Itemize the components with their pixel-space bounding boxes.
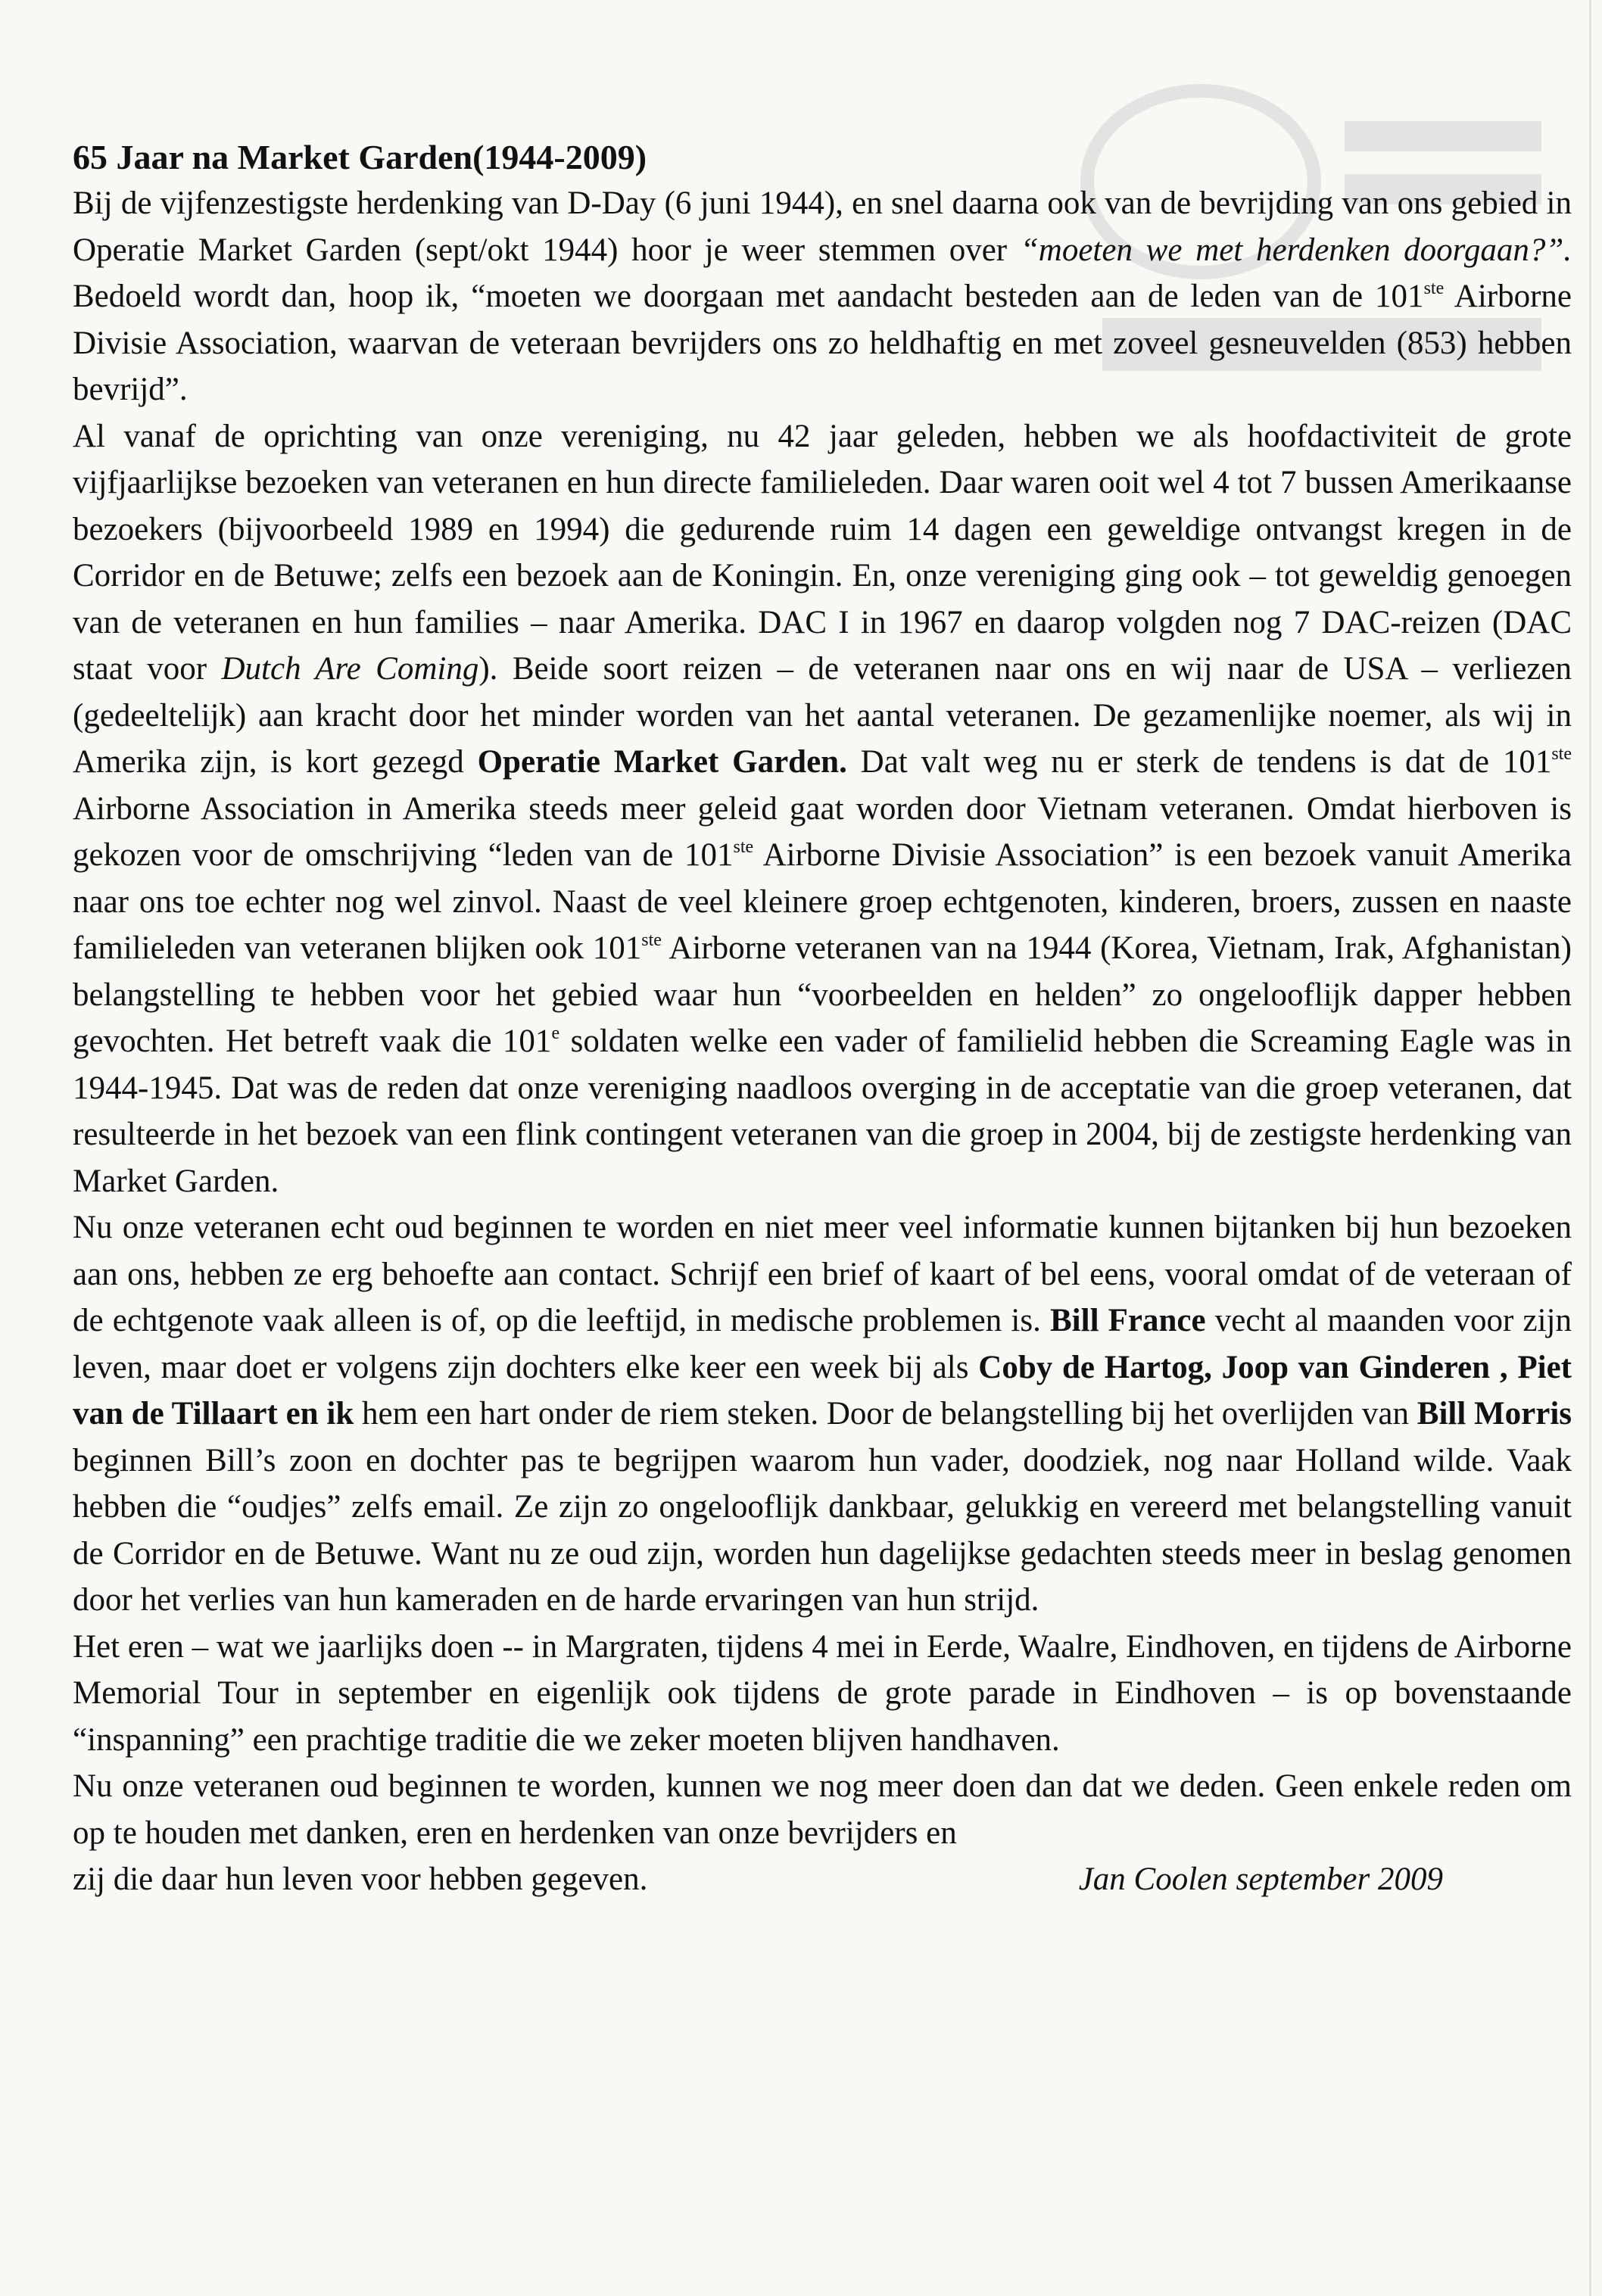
p3-text-d: beginnen Bill’s zoon en dochter pas te begrijpen waarom hun vader, doodziek, nog naar Holland wilde. Vaak hebben die “oudjes” zelfs email. Ze zijn zo ongelooflijk dankbaar, gelukkig en vereerd met belangstelling vanuit de Corridor en de Betuwe. Want nu ze oud zijn, worden hun dagelijkse gedachten steeds meer in beslag genomen door het verlies van hun kameraden en de harde ervaringen van hun strijd.	[73, 1442, 1572, 1618]
p2-sup-2: ste	[733, 836, 754, 857]
p1-text-a: Bij de vijfenzestigste herdenking van D-Day (6 juni 1944), en snel daarna ook van de bevrijding van ons gebied in Operatie Market Garden (sept/okt 1944) hoor je weer stemmen over	[73, 185, 1572, 268]
article-title: 65 Jaar na Market Garden(1944-2009)	[73, 138, 647, 176]
article	[73, 135, 1572, 1903]
p2-text-c: Dat valt weg nu er sterk de tendens is dat de 101	[846, 744, 1552, 780]
closing-line	[73, 1856, 1572, 1903]
paragraph-4: Het eren – wat we jaarlijks doen -- in Margraten, tijdens 4 mei in Eerde, Waalre, Eindhoven, en tijdens de Airborne Memorial Tour in september en eigenlijk ook tijdens de grote parade in Eindhoven – is op bovenstaande “inspanning” een prachtige traditie die we zeker moeten blijven handhaven.	[73, 1628, 1572, 1758]
p3-bold-bill-morris: Bill Morris	[1417, 1396, 1572, 1431]
paragraph-3	[73, 1204, 1572, 1624]
p1-text-c: Airborne Divisie Association, waarvan de veteraan bevrijders ons zo heldhaftig en met zoveel gesneuvelden (853) hebben bevrijd”.	[73, 279, 1572, 407]
p2-text-e: Airborne Divisie Association” is een bezoek vanuit Amerika naar ons toe echter nog wel zinvol. Naast de veel kleinere groep echtgenoten, kinderen, broers, zussen en naaste familieleden van veteranen blijken ook 101	[73, 837, 1572, 966]
p2-text-d: Airborne Association in Amerika steeds meer geleid gaat worden door Vietnam veteranen. Omdat hierboven is gekozen voor de omschrijving “leden van de 101	[73, 790, 1572, 873]
p3-text-b: vecht al maanden voor zijn leven, maar doet er volgens zijn dochters elke keer een week bij als	[73, 1303, 1572, 1385]
scan-edge	[1589, 0, 1591, 2296]
p3-bold-names: Coby de Hartog, Joop van Ginderen , Piet van de Tillaart en ik	[73, 1349, 1572, 1431]
p2-text-f: Airborne veteranen van na 1944 (Korea, Vietnam, Irak, Afghanistan) belangstelling te hebben voor het gebied waar hun “voorbeelden en helden” zo ongelooflijk dapper hebben gevochten. Het betreft vaak die 101	[73, 930, 1572, 1059]
p3-text-a: Nu onze veteranen echt oud beginnen te worden en niet meer veel informatie kunnen bijtanken bij hun bezoeken aan ons, hebben ze erg behoefte aan contact. Schrijf een brief of kaart of bel eens, vooral omdat of de veteraan of de echtgenote vaak alleen is of, op die leeftijd, in medische problemen is.	[73, 1210, 1572, 1338]
p2-text-g: soldaten welke een vader of familielid hebben die Screaming Eagle was in 1944-1945. Dat was de reden dat onze vereniging naadloos overging in de acceptatie van die groep veteranen, dat resulteerde in het bezoek van een flink contingent veteranen van die groep in 2004, bij de zestigste herdenking van Market Garden.	[73, 1023, 1572, 1199]
p3-bold-bill-france: Bill France	[1050, 1303, 1206, 1338]
p2-dac: Dutch Are Coming	[221, 651, 479, 687]
p2-text-b: ). Beide soort reizen – de veteranen naar ons en wij naar de USA – verliezen (gedeeltelijk) aan kracht door het minder worden van het aantal veteranen. De gezamenlijke noemer, als wij in Amerika zijn, is kort gezegd	[73, 651, 1572, 780]
p1-sup-ste: ste	[1423, 278, 1445, 298]
p3-text-c: hem een hart onder de riem steken. Door de belangstelling bij het overlijden van	[354, 1396, 1417, 1431]
paragraph-2	[73, 413, 1572, 1205]
p2-sup-4: e	[551, 1023, 560, 1043]
p2-sup-1: ste	[1551, 743, 1572, 764]
p2-sup-3: ste	[641, 930, 662, 950]
paragraph-5: Nu onze veteranen oud beginnen te worden, kunnen we nog meer doen dan dat we deden. Geen enkele reden om op te houden met danken, eren en herdenken van onze bevrijders en	[73, 1768, 1572, 1851]
paragraph-5-last-line: zij die daar hun leven voor hebben gegeven.	[73, 1861, 648, 1897]
paragraph-1	[73, 180, 1572, 413]
p1-text-b: Bedoeld wordt dan, hoop ik, “moeten we doorgaan met aandacht besteden aan de leden van de 101	[73, 279, 1424, 314]
p2-text-a: Al vanaf de oprichting van onze vereniging, nu 42 jaar geleden, hebben we als hoofdactiviteit de grote vijfjaarlijkse bezoeken van veteranen en hun directe familieleden. Daar waren ooit wel 4 tot 7 bussen Amerikaanse bezoekers (bijvoorbeeld 1989 en 1994) die gedurende ruim 14 dagen een geweldige ontvangst kregen in de Corridor en de Betuwe; zelfs een bezoek aan de Koningin. En, onze vereniging ging ook – tot geweldig genoegen van de veteranen en hun families – naar Amerika. DAC I in 1967 en daarop volgden nog 7 DAC-reizen (DAC staat voor	[73, 418, 1572, 687]
p2-bold-operatie: Operatie Market Garden.	[477, 744, 847, 780]
signature: Jan Coolen september 2009	[1078, 1861, 1443, 1897]
p1-quote: “moeten we met herdenken doorgaan?”.	[1020, 232, 1572, 268]
